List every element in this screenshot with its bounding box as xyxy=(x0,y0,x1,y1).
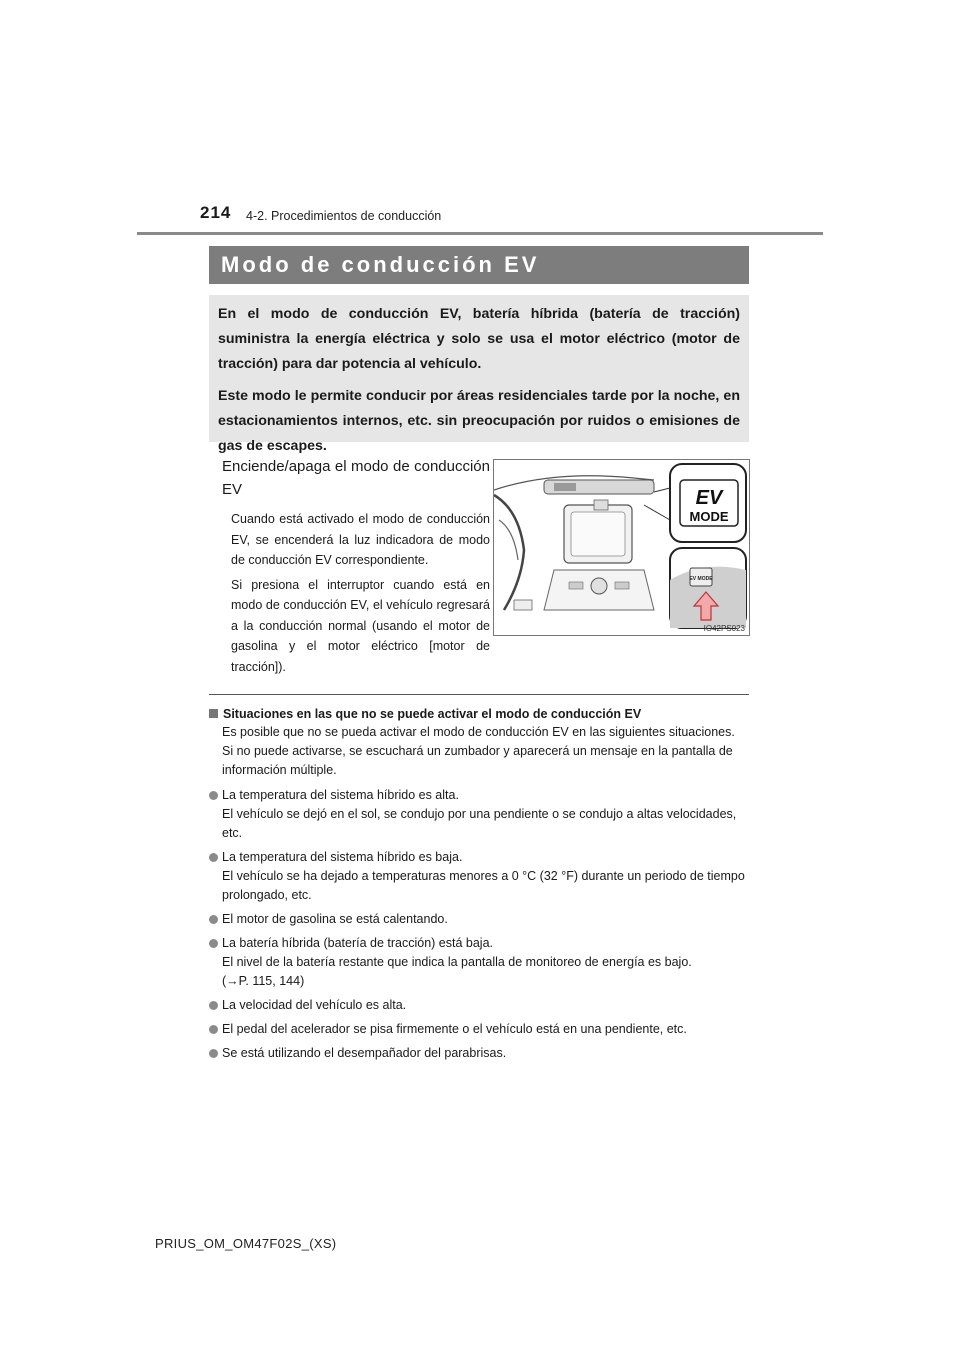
list-item-detail: El nivel de la batería restante que indica la pantalla de monitoreo de energía es bajo. xyxy=(222,955,692,969)
list-item-title: El pedal del acelerador se pisa firmemente o el vehículo está en una pendiente, etc. xyxy=(222,1022,687,1036)
section-divider xyxy=(209,694,749,695)
list-item xyxy=(209,996,749,1015)
circle-bullet-icon xyxy=(209,915,218,924)
list-item xyxy=(209,934,749,991)
list-item-title: La velocidad del vehículo es alta. xyxy=(222,998,407,1012)
section-reference: 4-2. Procedimientos de conducción xyxy=(246,209,442,223)
small-ev-button-label: EV MODE xyxy=(689,576,713,582)
mode-button-label: MODE xyxy=(689,509,729,524)
ev-switch-heading: Enciende/apaga el modo de conducción EV xyxy=(222,458,490,498)
square-bullet-icon xyxy=(209,709,218,718)
list-item xyxy=(209,848,749,905)
circle-bullet-icon xyxy=(209,1025,218,1034)
circle-bullet-icon xyxy=(209,791,218,800)
list-item-title: La temperatura del sistema híbrido es baja. xyxy=(222,850,463,864)
circle-bullet-icon xyxy=(209,1001,218,1010)
list-item-detail: El vehículo se ha dejado a temperaturas menores a 0 °C (32 °F) durante un periodo de tiempo prolongado, etc. xyxy=(222,869,745,902)
situations-intro: Es posible que no se pueda activar el modo de conducción EV en las siguientes situaciones. Si no puede activarse, se escuchará un zumbador y aparecerá un mensaje en la pantalla de información múltiple. xyxy=(222,725,735,777)
situations-heading xyxy=(209,705,749,723)
page-title: Modo de conducción EV xyxy=(209,246,749,284)
document-code: PRIUS_OM_OM47F02S_(XS) xyxy=(155,1236,337,1251)
intro-paragraph-2: Este modo le permite conducir por áreas residenciales tarde por la noche, en estacionamientos internos, etc. sin preocupación por ruidos o emisiones de gas de escapes. xyxy=(218,388,740,454)
intro-box xyxy=(209,295,749,454)
list-item xyxy=(209,910,749,929)
ev-switch-desc-2: Si presiona el interruptor cuando está en modo de conducción EV, el vehículo regresará a la conducción normal (usando el motor de gasolina y el motor eléctrico [motor de tracción]). xyxy=(231,577,490,674)
ev-switch-desc-1: Cuando está activado el modo de conducción EV, se encenderá la luz indicadora de modo de conducción EV correspondiente. xyxy=(231,512,490,567)
illustration-code: IO42PS023 xyxy=(703,624,745,633)
list-item-title: Se está utilizando el desempañador del parabrisas. xyxy=(222,1046,507,1060)
ev-button-label: EV xyxy=(695,487,723,509)
dashboard-drawing xyxy=(494,460,750,636)
list-item xyxy=(209,1020,749,1039)
situations-section xyxy=(209,705,749,1068)
header-rule xyxy=(137,232,823,235)
circle-bullet-icon xyxy=(209,939,218,948)
list-item-title: El motor de gasolina se está calentando. xyxy=(222,912,448,926)
page-number: 214 xyxy=(200,203,232,222)
list-item-title: La batería híbrida (batería de tracción) está baja. xyxy=(222,936,493,950)
list-item-detail: El vehículo se dejó en el sol, se condujo por una pendiente o se condujo a altas velocidades, etc. xyxy=(222,807,737,840)
list-item-title: La temperatura del sistema híbrido es alta. xyxy=(222,788,459,802)
situations-heading-text: Situaciones en las que no se puede activar el modo de conducción EV xyxy=(223,707,642,721)
intro-paragraph-1: En el modo de conducción EV, batería híbrida (batería de tracción) suministra la energía eléctrica y solo se usa el motor eléctrico (motor de tracción) para dar potencia al vehículo. xyxy=(218,306,740,372)
list-item xyxy=(209,1044,749,1063)
ev-mode-illustration xyxy=(493,459,750,636)
page-reference: (→P. 115, 144) xyxy=(222,974,305,988)
circle-bullet-icon xyxy=(209,853,218,862)
list-item xyxy=(209,786,749,843)
circle-bullet-icon xyxy=(209,1049,218,1058)
ev-switch-description xyxy=(222,455,490,681)
